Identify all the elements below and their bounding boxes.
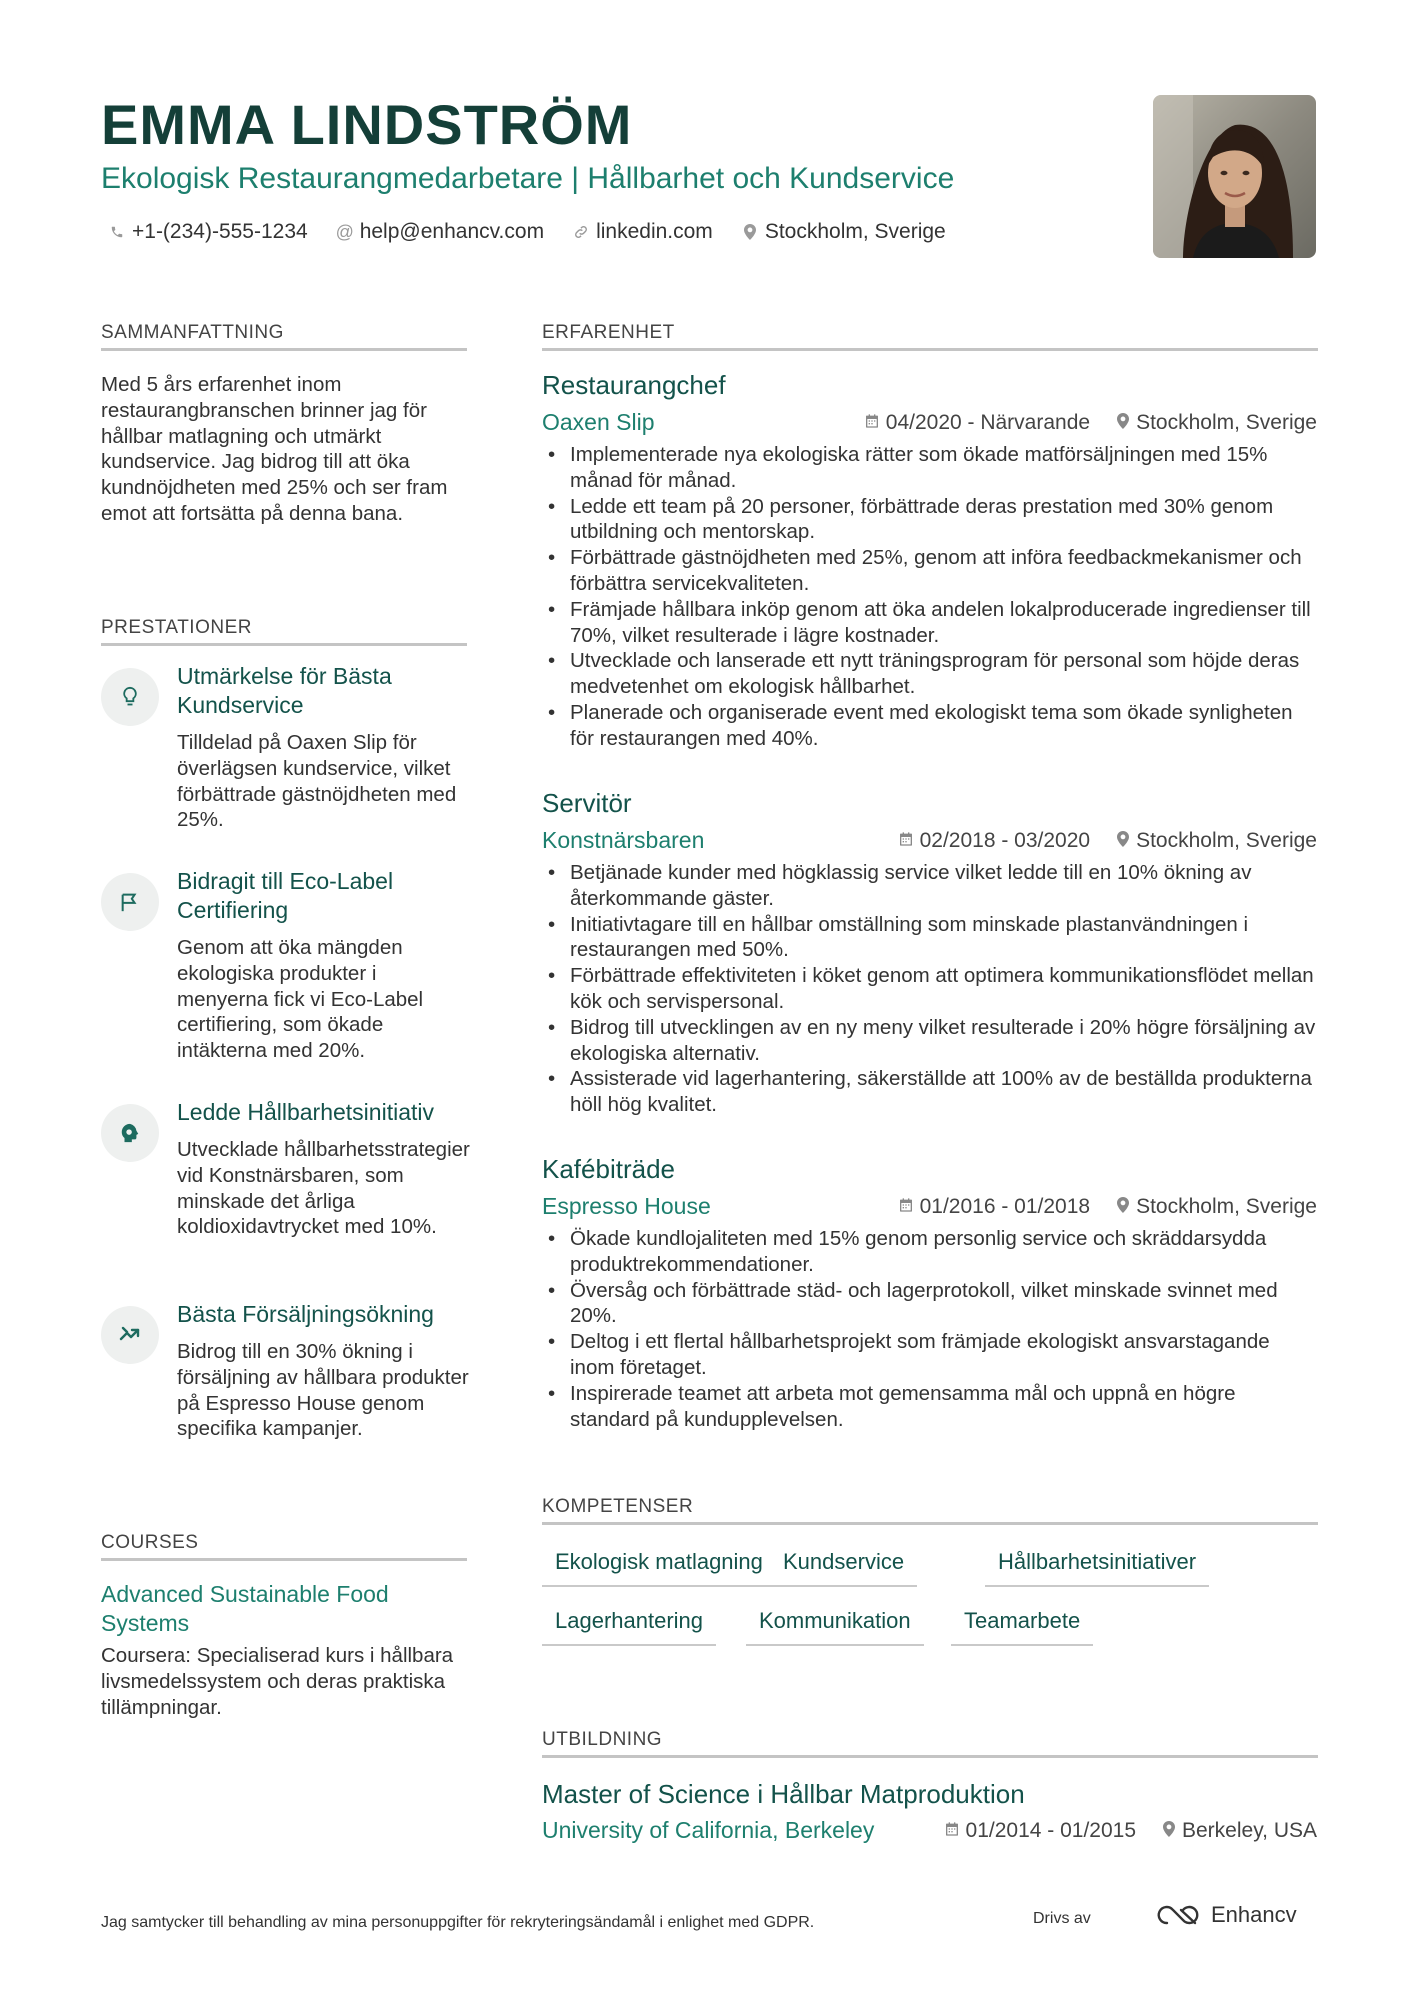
contact-linkedin[interactable]: linkedin.com xyxy=(572,220,713,244)
calendar-icon xyxy=(864,413,880,434)
courses-section-title: COURSES xyxy=(101,1532,467,1561)
achievement-description: Utvecklade hållbarhetsstrategier vid Konstnärsbaren, som minskade det årliga koldioxidavtrycket med 10%. xyxy=(177,1138,470,1239)
contact-bar xyxy=(108,220,974,244)
job-location: Stockholm, Sverige xyxy=(1136,411,1317,434)
list-item: • Främjade hållbara inköp genom att öka andelen lokalproducerade ingredienser till 70%, vilket resulterade i lägre kostnader. xyxy=(548,597,1318,649)
powered-by-label: Drivs av xyxy=(1033,1910,1091,1927)
contact-location: Stockholm, Sverige xyxy=(741,220,946,244)
brand-name: Enhancv xyxy=(1211,1902,1297,1927)
gdpr-consent: Jag samtycker till behandling av mina personuppgifter för rekryteringsändamål i enlighet med GDPR. xyxy=(101,1914,815,1931)
company-name: Konstnärsbaren xyxy=(542,827,705,853)
job-meta-line xyxy=(542,1193,1317,1221)
list-item: • Ledde ett team på 20 personer, förbättrade deras prestation med 30% genom utbildning och mentorskap. xyxy=(548,494,1318,546)
achievement-description: Genom att öka mängden ekologiska produkter i menyerna fick vi Eco-Label certifiering, som ökade intäkterna med 20%. xyxy=(177,936,424,1063)
job-location: Stockholm, Sverige xyxy=(1136,829,1317,852)
list-item: • Förbättrade effektiviteten i köket genom att optimera kommunikationsflödet mellan kök och servispersonal. xyxy=(548,963,1318,1015)
enhancv-logo-icon xyxy=(1153,1903,1201,1927)
skills-section-title: KOMPETENSER xyxy=(542,1496,1318,1525)
company-name: Oaxen Slip xyxy=(542,409,655,435)
education-meta-line xyxy=(542,1817,1317,1845)
at-icon: @ xyxy=(335,221,354,242)
calendar-icon xyxy=(944,1821,960,1842)
contact-phone: +1-(234)-555-1234 xyxy=(108,220,308,244)
location-pin-icon xyxy=(741,224,759,240)
list-item: • Förbättrade gästnöjdheten med 25%, genom att införa feedbackmekanismer och förbättra servicekvaliteten. xyxy=(548,545,1318,597)
job-title: Restaurangchef xyxy=(542,370,726,400)
degree-title: Master of Science i Hållbar Matproduktion xyxy=(542,1779,1025,1809)
contact-email[interactable]: @ help@enhancv.com xyxy=(335,220,545,243)
calendar-icon xyxy=(898,1197,914,1218)
profile-photo xyxy=(1153,95,1316,258)
course-description: Coursera: Specialiserad kurs i hållbara livsmedelssystem och deras praktiska tillämpningar. xyxy=(101,1644,454,1719)
job-dates: 01/2016 - 01/2018 xyxy=(919,1195,1091,1218)
candidate-headline: Ekologisk Restaurangmedarbetare | Hållbarhet och Kundservice xyxy=(101,162,955,195)
skill-tag: Kommunikation xyxy=(746,1608,924,1646)
job-bullets xyxy=(548,442,1318,752)
list-item: • Inspirerade teamet att arbeta mot gemensamma mål och uppnå en högre standard på kundupplevelsen. xyxy=(548,1381,1318,1433)
job-title: Kafébiträde xyxy=(542,1154,675,1184)
trend-arrow-icon xyxy=(101,1306,159,1364)
location-pin-icon xyxy=(1116,831,1130,852)
job-dates: 04/2020 - Närvarande xyxy=(885,411,1091,434)
education-location: Berkeley, USA xyxy=(1182,1819,1317,1842)
brand-logo[interactable] xyxy=(1153,1902,1297,1928)
head-gear-icon xyxy=(101,1104,159,1162)
flag-icon xyxy=(101,873,159,931)
lightbulb-icon xyxy=(101,668,159,726)
list-item: • Deltog i ett flertal hållbarhetsprojekt som främjade ekologiskt ansvarstagande inom företaget. xyxy=(548,1329,1318,1381)
list-item: • Implementerade nya ekologiska rätter som ökade matförsäljningen med 15% månad för månad. xyxy=(548,442,1318,494)
job-bullets xyxy=(548,860,1318,1118)
skill-tag: Ekologisk matlagning xyxy=(542,1549,776,1587)
skill-tag: Kundservice xyxy=(770,1549,917,1587)
achievement-title: Utmärkelse för Bästa Kundservice xyxy=(177,663,392,718)
company-name: Espresso House xyxy=(542,1193,711,1219)
job-location: Stockholm, Sverige xyxy=(1136,1195,1317,1218)
location-pin-icon xyxy=(1116,1197,1130,1218)
achievement-description: Tilldelad på Oaxen Slip för överlägsen kundservice, vilket förbättrade gästnöjdheten med 25%. xyxy=(177,731,457,832)
achievements-section-title: PRESTATIONER xyxy=(101,617,467,646)
job-dates: 02/2018 - 03/2020 xyxy=(919,829,1091,852)
job-title: Servitör xyxy=(542,788,632,818)
phone-icon xyxy=(108,225,126,239)
experience-section-title: ERFARENHET xyxy=(542,322,1318,351)
list-item: • Assisterade vid lagerhantering, säkerställde att 100% av de beställda produkterna höll hög kvalitet. xyxy=(548,1066,1318,1118)
summary-section-title: SAMMANFATTNING xyxy=(101,322,467,351)
list-item: • Bidrog till utvecklingen av en ny meny vilket resulterade i 20% högre försäljning av ekologiska alternativ. xyxy=(548,1015,1318,1067)
list-item: • Planerade och organiserade event med ekologiskt tema som ökade synligheten för restaurangen med 40%. xyxy=(548,700,1318,752)
course-title: Advanced Sustainable Food Systems xyxy=(101,1581,389,1636)
skill-tag: Hållbarhetsinitiativer xyxy=(985,1549,1209,1587)
list-item: • Betjänade kunder med högklassig service vilket ledde till en 10% ökning av återkommande gäster. xyxy=(548,860,1318,912)
job-bullets xyxy=(548,1226,1318,1432)
list-item: • Initiativtagare till en hållbar omställning som minskade plastanvändningen i restaurangen med 50%. xyxy=(548,912,1318,964)
skill-tag: Lagerhantering xyxy=(542,1608,716,1646)
job-meta-line xyxy=(542,827,1317,855)
location-pin-icon xyxy=(1162,1821,1176,1842)
link-icon xyxy=(572,224,590,240)
achievement-description: Bidrog till en 30% ökning i försäljning av hållbara produkter på Espresso House genom specifika kampanjer. xyxy=(177,1340,469,1441)
location-pin-icon xyxy=(1116,413,1130,434)
summary-text: Med 5 års erfarenhet inom restaurangbranschen brinner jag för hållbar matlagning och utmärkt kundservice. Jag bidrog till att öka kundnöjdheten med 25% och ser fram emot att fortsätta på denna bana. xyxy=(101,373,448,525)
achievement-title: Bästa Försäljningsökning xyxy=(177,1301,434,1327)
list-item: • Ökade kundlojaliteten med 15% genom personlig service och skräddarsydda produktrekommendationer. xyxy=(548,1226,1318,1278)
education-section-title: UTBILDNING xyxy=(542,1729,1318,1758)
skill-tag: Teamarbete xyxy=(951,1608,1093,1646)
calendar-icon xyxy=(898,831,914,852)
achievement-title: Ledde Hållbarhetsinitiativ xyxy=(177,1099,434,1125)
education-dates: 01/2014 - 01/2015 xyxy=(965,1819,1136,1842)
school-name: University of California, Berkeley xyxy=(542,1817,875,1843)
achievement-title: Bidragit till Eco-Label Certifiering xyxy=(177,868,394,923)
list-item: • Utvecklade och lanserade ett nytt träningsprogram för personal som höjde deras medvetenhet om ekologisk hållbarhet. xyxy=(548,648,1318,700)
list-item: • Översåg och förbättrade städ- och lagerprotokoll, vilket minskade svinnet med 20%. xyxy=(548,1278,1318,1330)
job-meta-line xyxy=(542,409,1317,437)
candidate-name: EMMA LINDSTRÖM xyxy=(101,93,633,156)
